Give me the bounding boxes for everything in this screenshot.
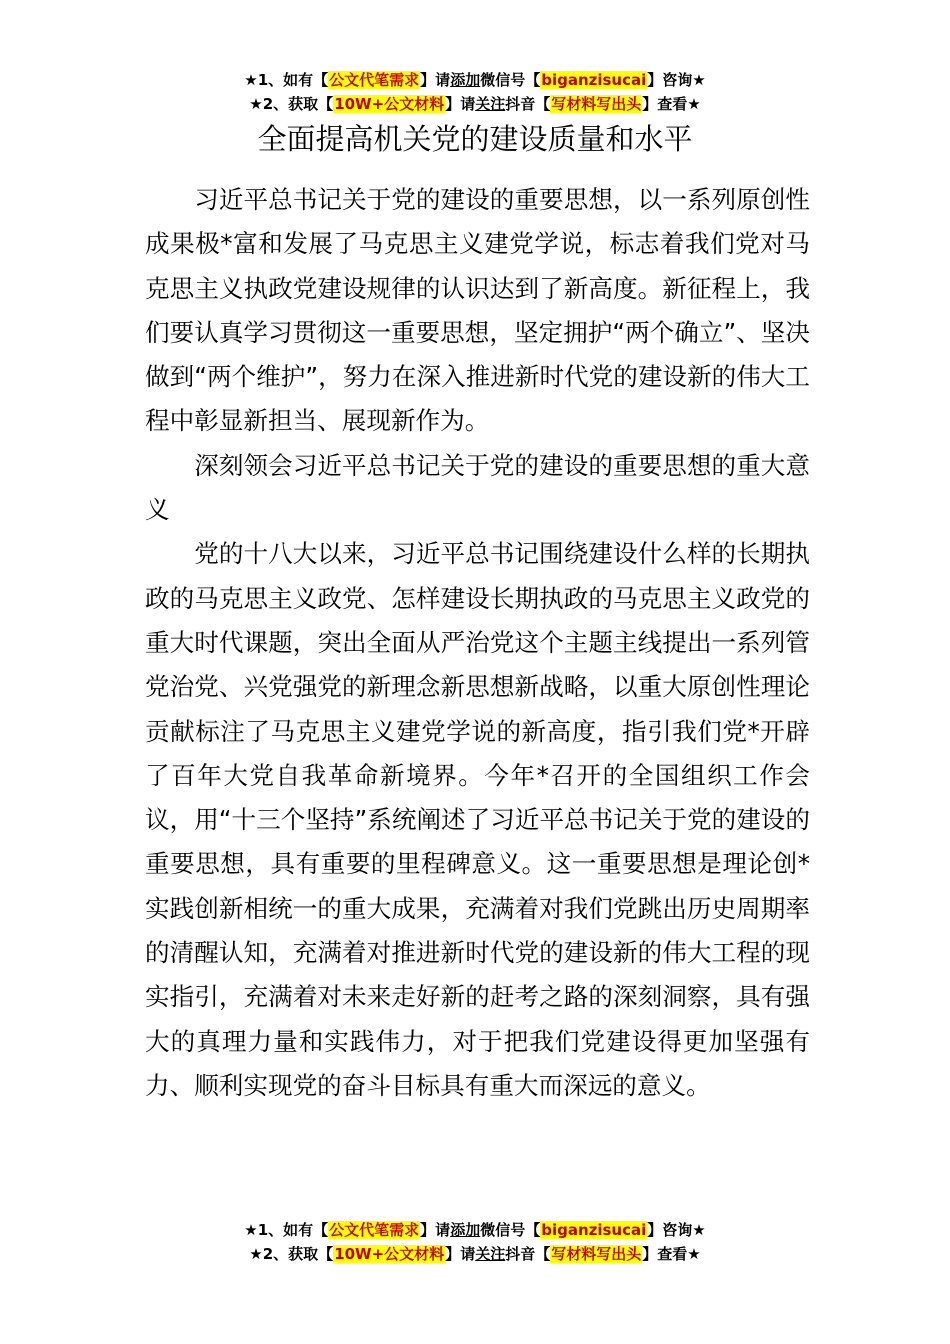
promo-emphasis: 关注 (475, 95, 506, 113)
promo-text: 微信号【 (480, 1221, 541, 1239)
promo-highlight: 10W+公文材料 (334, 95, 445, 113)
promo-text: 1、如有【 (257, 71, 329, 89)
document-title: 全面提高机关党的建设质量和水平 (257, 122, 693, 156)
promo-text: 抖音【 (505, 1245, 551, 1263)
promo-wechat-id: biganzisucai (541, 1221, 647, 1239)
promo-text: 】请 (445, 95, 476, 113)
promo-highlight: 公文代笔需求 (329, 1221, 420, 1239)
promo-highlight: 公文代笔需求 (329, 71, 420, 89)
promo-text: 1、如有【 (257, 1221, 329, 1239)
promo-emphasis: 关注 (475, 1245, 506, 1263)
promo-line-1 (0, 1218, 950, 1242)
promo-text: 】咨询★ (647, 1221, 706, 1239)
section-heading: 深刻领会习近平总书记关于党的建设的重要思想的重大意义 (145, 450, 810, 525)
promo-text: 】请 (420, 71, 451, 89)
promo-emphasis: 添加 (450, 71, 481, 89)
footer-promo-banner (0, 1218, 950, 1266)
promo-text: 2、获取【 (262, 95, 334, 113)
paragraph: 党的十八大以来，习近平总书记围绕建设什么样的长期执政的马克思主义政党、怎样建设长期执政的马克思主义政党的重大时代课题，突出全面从严治党这个主题主线提出一系列管党治党、兴党强党的新理念新思想新战略，以重大原创性理论贡献标注了马克思主义建党学说的新高度，指引我们党*开辟了百年大党自我革命新境界。今年*召开的全国组织工作会议，用“十三个坚持”系统阐述了习近平总书记关于党的建设的重要思想，具有重要的里程碑意义。这一重要思想是理论创*实践创新相统一的重大成果，充满着对我们党跳出历史周期率的清醒认知，充满着对推进新时代党的建设新的伟大工程的现实指引，充满着对未来走好新的赶考之路的深刻洞察，具有强大的真理力量和实践伟力，对于把我们党建设得更加坚强有力、顺利实现党的奋斗目标具有重大而深远的意义。 (145, 539, 810, 1100)
promo-text: 2、获取【 (262, 1245, 334, 1263)
promo-line-2 (0, 92, 950, 116)
promo-douyin-account: 写材料写出头 (551, 95, 642, 113)
promo-text: 】请 (445, 1245, 476, 1263)
promo-text: 】查看★ (642, 1245, 701, 1263)
promo-text: 】请 (420, 1221, 451, 1239)
star-icon: ★ (249, 95, 263, 113)
star-icon: ★ (244, 71, 258, 89)
promo-text: 微信号【 (480, 71, 541, 89)
header-promo-banner (0, 68, 950, 116)
promo-emphasis: 添加 (450, 1221, 481, 1239)
document-body (145, 178, 810, 1108)
star-icon: ★ (249, 1245, 263, 1263)
promo-text: 抖音【 (505, 95, 551, 113)
promo-douyin-account: 写材料写出头 (551, 1245, 642, 1263)
promo-text: 】咨询★ (647, 71, 706, 89)
paragraph: 习近平总书记关于党的建设的重要思想，以一系列原创性成果极*富和发展了马克思主义建党学说，标志着我们党对马克思主义执政党建设规律的认识达到了新高度。新征程上，我们要认真学习贯彻这一重要思想，坚定拥护“两个确立”、坚决做到“两个维护”，努力在深入推进新时代党的建设新的伟大工程中彰显新担当、展现新作为。 (145, 185, 810, 436)
promo-line-1 (0, 68, 950, 92)
promo-text: 】查看★ (642, 95, 701, 113)
promo-highlight: 10W+公文材料 (334, 1245, 445, 1263)
promo-line-2 (0, 1242, 950, 1266)
star-icon: ★ (244, 1221, 258, 1239)
promo-wechat-id: biganzisucai (541, 71, 647, 89)
